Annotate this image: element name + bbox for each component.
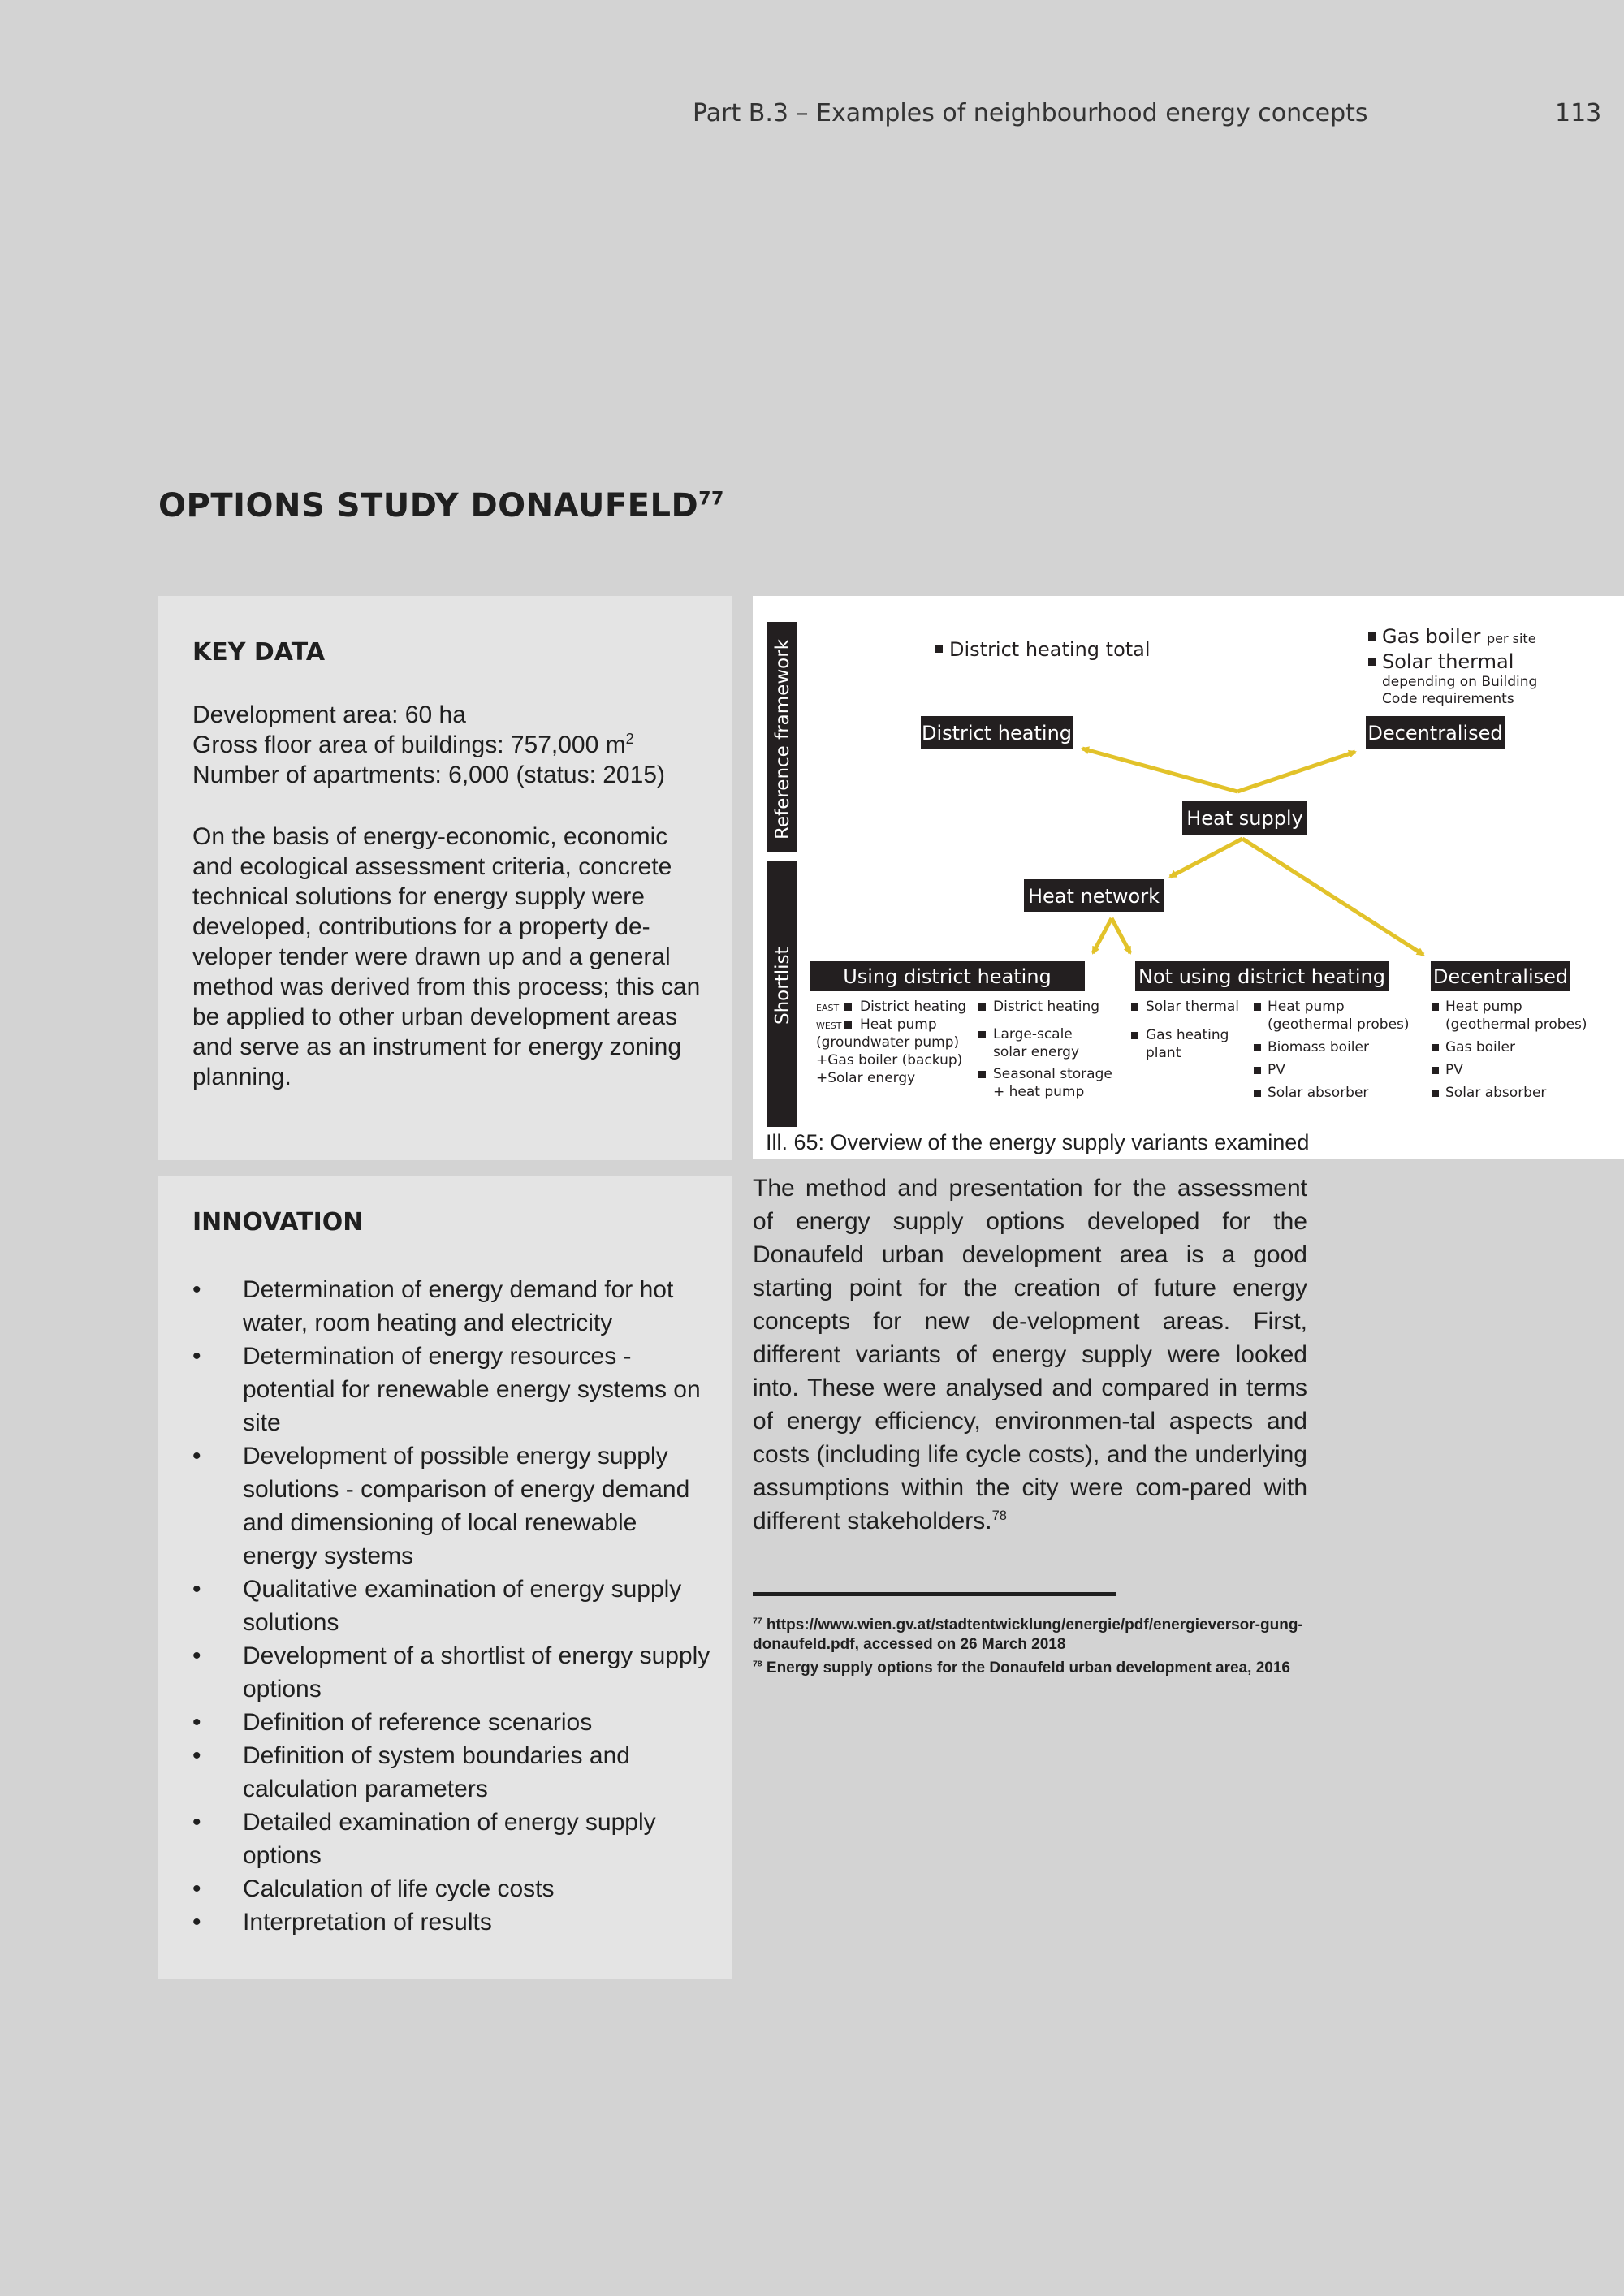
figure-caption: Ill. 65: Overview of the energy supply variants examined — [766, 1130, 1310, 1154]
gas-heating-item-1: Gas heating — [1146, 1027, 1229, 1043]
list-item — [192, 1340, 712, 1439]
district-heating-item: District heating — [993, 999, 1100, 1015]
page-number: 113 — [1555, 99, 1602, 127]
bullet-square — [1131, 1032, 1138, 1039]
gross-floor-area-sup: 2 — [625, 731, 634, 747]
key-data-heading: KEY DATA — [192, 638, 326, 667]
footnote-78-number: 78 — [753, 1659, 762, 1669]
list-item-text: Interpretation of results — [243, 1909, 492, 1936]
seasonal-storage-item-2: + heat pump — [993, 1084, 1085, 1100]
gas-heating-item-2: plant — [1146, 1045, 1181, 1061]
heat-pump-item-1: Heat pump — [1268, 999, 1345, 1015]
west-label: WEST — [816, 1021, 842, 1031]
large-scale-item-1: Large-scale — [993, 1026, 1073, 1042]
solar-thermal-note: Solar thermal — [1382, 650, 1514, 673]
list-item-text: Definition of system boundaries and calculation parameters — [243, 1742, 630, 1802]
bullet: • — [192, 1576, 201, 1603]
bullet: • — [192, 1875, 201, 1902]
list-item — [192, 1806, 712, 1872]
decentral-gas-boiler-item: Gas boiler — [1445, 1039, 1515, 1055]
section-title-footnote-ref: 77 — [698, 489, 724, 510]
development-area: Development area: 60 ha — [192, 701, 466, 728]
list-item — [192, 1706, 712, 1739]
list-item — [192, 1905, 712, 1939]
node-using-district-heating-label: Using district heating — [843, 965, 1052, 988]
running-header: Part B.3 – Examples of neighbourhood energy concepts — [693, 99, 1368, 127]
arrow-heat-supply-to-decentral — [1237, 752, 1355, 792]
energy-supply-diagram — [753, 596, 1624, 1159]
innovation-panel — [158, 1176, 732, 1979]
section-title — [158, 487, 724, 524]
node-decentralised-top-label: Decentralised — [1367, 722, 1503, 744]
list-item-text: Development of a shortlist of energy supply options — [243, 1642, 710, 1703]
list-item — [192, 1573, 712, 1639]
decentral-pv-item: PV — [1445, 1062, 1463, 1078]
apartments: Number of apartments: 6,000 (status: 2015) — [192, 762, 665, 788]
groundwater-item: (groundwater pump) — [816, 1034, 960, 1051]
footnote-78-text: Energy supply options for the Donaufeld urban development area, 2016 — [766, 1659, 1290, 1677]
solar-absorber-item: Solar absorber — [1268, 1085, 1369, 1101]
bullet-square — [978, 1071, 986, 1078]
bullet-square — [1254, 1044, 1261, 1051]
key-data-paragraph: On the basis of energy-economic, economic and ecological assessment criteria, concrete technical solutions for energy supply were developed, contributions for a property de-veloper tender were drawn up and a general method was derived from this process; this can be applied to other urban development areas and serve as an instrument for energy zoning planning. — [192, 823, 701, 1090]
bullet: • — [192, 1809, 201, 1836]
depending-note-line1: depending on Building — [1382, 674, 1538, 690]
solar-thermal-item: Solar thermal — [1146, 999, 1240, 1015]
bullet-square — [935, 645, 943, 653]
diagram-arrows — [1082, 749, 1423, 955]
node-heat-network-label: Heat network — [1027, 885, 1160, 908]
using-district-heating-item: District heating — [860, 999, 967, 1015]
decentral-col — [1432, 999, 1587, 1101]
using-col1 — [816, 999, 966, 1086]
district-heating-total-note: District heating total — [949, 638, 1151, 661]
bullet-square — [1432, 1044, 1439, 1051]
list-item-text: Determination of energy resources - potential for renewable energy systems on site — [243, 1343, 701, 1436]
section-title-text: OPTIONS STUDY DONAUFELD — [158, 487, 699, 524]
list-item-text: Qualitative examination of energy supply solutions — [243, 1576, 682, 1636]
large-scale-item-2: solar energy — [993, 1044, 1080, 1060]
innovation-heading: INNOVATION — [192, 1208, 364, 1236]
reference-sidebar-label: Reference framework — [772, 639, 793, 839]
arrow-heat-supply-to-network — [1170, 839, 1242, 877]
body-paragraph-text: The method and presentation for the assessment of energy supply options developed for the Donaufeld urban development area is a good starting point for the creation of future energy concepts for new de-velopment areas. First, different variants of energy supply were looked into. These were analysed and compared in terms of energy efficiency, environmen-tal aspects and costs (including life cycle costs), and the underlying assumptions within the city were com-pared with different stakeholders. — [753, 1175, 1307, 1534]
bullet: • — [192, 1709, 201, 1736]
list-item-text: Definition of reference scenarios — [243, 1709, 593, 1736]
footnote-77-number: 77 — [753, 1616, 762, 1626]
using-col2 — [978, 999, 1112, 1100]
decentral-heat-pump-item-2: (geothermal probes) — [1445, 1016, 1587, 1033]
list-item — [192, 1273, 712, 1340]
list-item — [192, 1439, 712, 1573]
list-item-text: Determination of energy demand for hot water, room heating and electricity — [243, 1276, 674, 1336]
bullet-square — [978, 1003, 986, 1011]
shortlist-sidebar-label: Shortlist — [772, 947, 793, 1025]
bullet-square — [1254, 1067, 1261, 1074]
bullet-square — [1254, 1090, 1261, 1097]
footnote-divider — [753, 1592, 1116, 1596]
node-heat-supply-label: Heat supply — [1186, 807, 1303, 830]
seasonal-storage-item-1: Seasonal storage — [993, 1066, 1112, 1082]
gross-floor-area — [192, 730, 665, 760]
node-not-using-district-heating-label: Not using district heating — [1138, 965, 1385, 988]
footnote-77-text: https://www.wien.gv.at/stadtentwicklung/energie/pdf/energieversor-gung-donaufeld.pdf, accessed on 26 March 2018 — [753, 1616, 1303, 1653]
heat-pump-item-2: (geothermal probes) — [1268, 1016, 1410, 1033]
east-label: EAST — [816, 1003, 840, 1013]
gas-boiler-note — [1382, 625, 1536, 648]
bullet-square — [1432, 1003, 1439, 1011]
arrow-heat-supply-to-district — [1082, 749, 1237, 792]
arrow-heat-supply-to-decentral-bottom — [1242, 839, 1423, 955]
using-heat-pump-item: Heat pump — [860, 1016, 937, 1033]
depending-note-line2: Code requirements — [1382, 691, 1514, 707]
node-decentralised-bottom-label: Decentralised — [1432, 965, 1569, 988]
bullet-square — [1432, 1090, 1439, 1097]
bullet-square — [844, 1003, 852, 1011]
node-district-heating-label: District heating — [921, 722, 1073, 744]
body-footnote-ref: 78 — [991, 1508, 1007, 1523]
decentral-heat-pump-item-1: Heat pump — [1445, 999, 1522, 1015]
gas-boiler-backup-item: +Gas boiler (backup) — [816, 1052, 963, 1068]
not-using-col2 — [1254, 999, 1410, 1101]
bullet-square — [978, 1031, 986, 1038]
bullet: • — [192, 1443, 201, 1470]
innovation-list — [192, 1273, 712, 1939]
gross-floor-area-text: Gross floor area of buildings: 757,000 m — [192, 732, 626, 758]
bullet: • — [192, 1909, 201, 1936]
diagram-svg — [753, 596, 1624, 1159]
decentral-solar-absorber-item: Solar absorber — [1445, 1085, 1547, 1101]
footnote-78 — [753, 1659, 1313, 1678]
bullet-square — [844, 1021, 852, 1029]
list-item-text: Calculation of life cycle costs — [243, 1875, 555, 1902]
bullet-square — [1368, 658, 1376, 666]
bullet: • — [192, 1276, 201, 1303]
list-item-text: Detailed examination of energy supply options — [243, 1809, 656, 1869]
bullet-square — [1131, 1003, 1138, 1011]
solar-energy-item: +Solar energy — [816, 1070, 916, 1086]
key-data-figures — [192, 700, 665, 790]
arrow-network-to-not-using — [1112, 918, 1130, 953]
not-using-col1 — [1131, 999, 1239, 1061]
list-item — [192, 1872, 712, 1905]
list-item — [192, 1739, 712, 1806]
bullet: • — [192, 1742, 201, 1769]
bullet-square — [1254, 1003, 1261, 1011]
body-paragraph — [753, 1172, 1307, 1538]
key-data-panel — [158, 596, 732, 1160]
bullet: • — [192, 1642, 201, 1669]
arrow-network-to-using — [1093, 918, 1112, 953]
pv-item: PV — [1268, 1062, 1285, 1078]
list-item — [192, 1639, 712, 1706]
list-item-text: Development of possible energy supply solutions - comparison of energy demand and dimensioning of local renewable energy systems — [243, 1443, 690, 1569]
bullet-square — [1432, 1067, 1439, 1074]
per-site-text: per site — [1486, 631, 1536, 646]
footnote-77 — [753, 1616, 1313, 1655]
gas-boiler-text: Gas boiler — [1382, 625, 1481, 648]
biomass-item: Biomass boiler — [1268, 1039, 1369, 1055]
bullet: • — [192, 1343, 201, 1370]
bullet-square — [1368, 632, 1376, 641]
